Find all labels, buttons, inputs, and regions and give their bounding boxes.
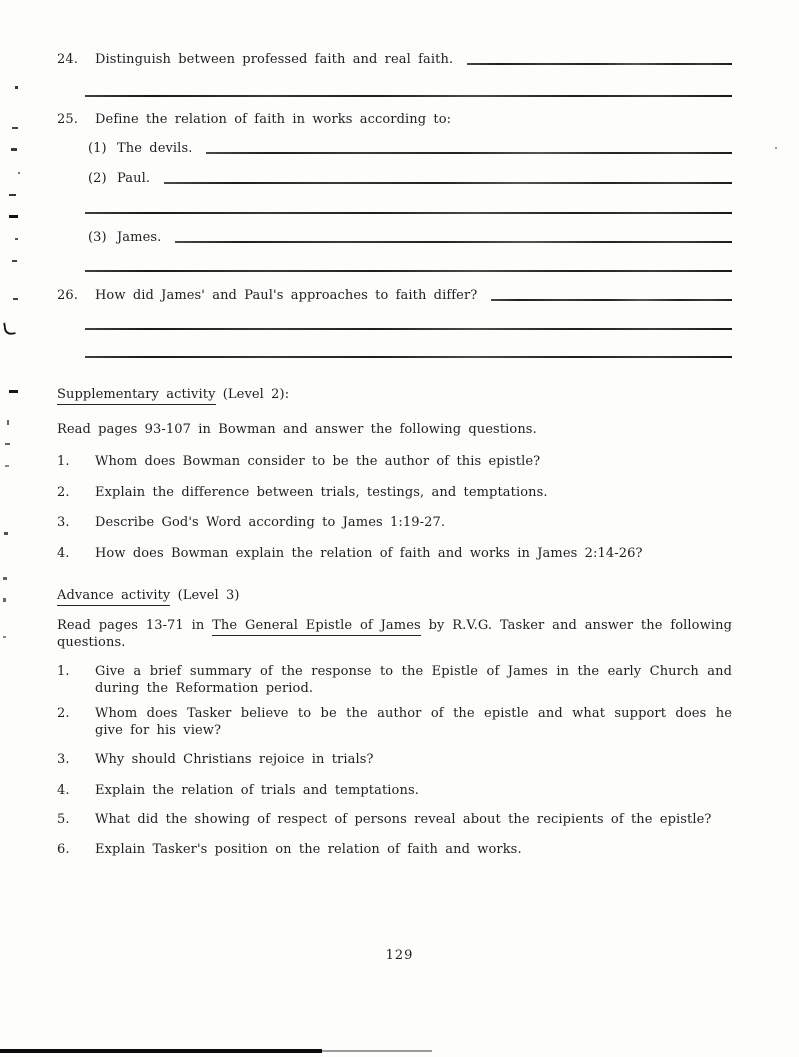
question-24-number: 24. <box>57 52 78 67</box>
question-25-sub-2 <box>88 171 732 187</box>
supplementary-activity-title: Supplementary activity <box>57 387 216 405</box>
supplementary-item-4 <box>57 545 732 562</box>
advance-item-2 <box>57 705 732 739</box>
sub-2-blank-line <box>164 182 732 184</box>
item-text: Explain the relation of trials and temptations. <box>95 783 419 798</box>
advance-activity-heading <box>57 587 732 605</box>
item-text: Explain Tasker's position on the relation of faith and works. <box>95 842 522 857</box>
answer-line <box>85 328 732 330</box>
supplementary-item-2 <box>57 484 732 501</box>
scan-edge-bar-tail <box>322 1050 432 1052</box>
sub-3-label: James. <box>117 230 162 245</box>
question-24-text: Distinguish between professed faith and real faith. <box>95 52 454 67</box>
question-25-sub-3 <box>88 230 732 246</box>
sub-1-blank-line <box>206 152 732 154</box>
item-number: 4. <box>57 783 70 798</box>
item-number: 1. <box>57 454 70 469</box>
item-text: Describe God's Word according to James 1:19-27. <box>95 515 446 530</box>
sub-1-label: The devils. <box>117 141 193 156</box>
scan-speck <box>9 390 18 393</box>
question-26-blank-line <box>491 299 732 301</box>
item-number: 1. <box>57 664 70 679</box>
advance-activity-level: (Level 3) <box>170 588 240 603</box>
scan-speck <box>7 420 9 425</box>
supplementary-activity-level: (Level 2): <box>215 387 290 402</box>
question-26-number: 26. <box>57 288 78 303</box>
answer-line <box>85 212 732 214</box>
scan-speck <box>3 577 7 580</box>
advance-intro-post: by R.V.G. Tasker and answer the following questions. <box>57 618 732 650</box>
sub-3-number: (3) <box>88 230 107 245</box>
answer-line <box>85 95 732 97</box>
scan-speck <box>15 238 18 240</box>
scan-speck <box>4 532 8 535</box>
advance-item-6 <box>57 841 732 858</box>
advance-activity-title: Advance activity <box>57 588 170 606</box>
advance-intro <box>57 617 732 651</box>
scan-speck <box>12 127 18 129</box>
question-25-text: Define the relation of faith in works according to: <box>95 112 452 127</box>
item-text: What did the showing of respect of persons reveal about the recipients of the epistle? <box>95 812 712 827</box>
scan-speck <box>13 298 18 300</box>
question-25 <box>57 112 732 128</box>
advance-item-4 <box>57 782 732 799</box>
supplementary-item-1 <box>57 453 732 470</box>
item-text: Give a brief summary of the response to the Epistle of James in the early Church and during the Reformation period. <box>95 664 732 696</box>
item-number: 2. <box>57 485 70 500</box>
supplementary-intro: Read pages 93-107 in Bowman and answer the following questions. <box>57 422 537 437</box>
question-26-text: How did James' and Paul's approaches to faith differ? <box>95 288 478 303</box>
item-text: Why should Christians rejoice in trials? <box>95 752 374 767</box>
item-text: Whom does Tasker believe to be the author of the epistle and what support does he give for his view? <box>95 706 732 738</box>
question-24 <box>57 52 732 68</box>
scan-edge-bar <box>0 1049 322 1053</box>
scan-speck <box>5 443 10 445</box>
advance-intro-pre: Read pages 13-71 in <box>57 618 213 633</box>
scan-speck <box>9 194 16 196</box>
scan-speck <box>3 598 6 602</box>
supplementary-activity-heading <box>57 386 732 404</box>
item-number: 6. <box>57 842 70 857</box>
question-25-number: 25. <box>57 112 78 127</box>
item-text: Whom does Bowman consider to be the author of this epistle? <box>95 454 541 469</box>
item-number: 4. <box>57 546 70 561</box>
sub-3-blank-line <box>175 241 732 243</box>
sub-1-number: (1) <box>88 141 107 156</box>
page-number: 129 <box>385 948 414 963</box>
scan-speck <box>18 172 20 174</box>
supplementary-item-3 <box>57 514 732 531</box>
advance-item-5 <box>57 811 732 828</box>
advance-intro-book-title: The General Epistle of James <box>212 618 421 636</box>
answer-line <box>85 356 732 358</box>
question-24-blank-line <box>467 63 732 65</box>
sub-2-label: Paul. <box>117 171 151 186</box>
item-number: 3. <box>57 752 70 767</box>
item-text: How does Bowman explain the relation of faith and works in James 2:14-26? <box>95 546 643 561</box>
answer-line <box>85 270 732 272</box>
scan-speck <box>11 148 17 151</box>
scan-speck <box>15 86 18 89</box>
sub-2-number: (2) <box>88 171 107 186</box>
advance-item-1 <box>57 663 732 697</box>
question-25-sub-1 <box>88 141 732 157</box>
item-number: 5. <box>57 812 70 827</box>
scan-speck <box>5 465 9 467</box>
scan-speck <box>3 636 6 638</box>
item-number: 2. <box>57 706 70 721</box>
scan-speck <box>775 147 777 149</box>
question-26 <box>57 288 732 304</box>
item-number: 3. <box>57 515 70 530</box>
scan-speck <box>9 215 18 218</box>
advance-item-3 <box>57 751 732 768</box>
item-text: Explain the difference between trials, testings, and temptations. <box>95 485 548 500</box>
scan-speck <box>12 260 17 262</box>
